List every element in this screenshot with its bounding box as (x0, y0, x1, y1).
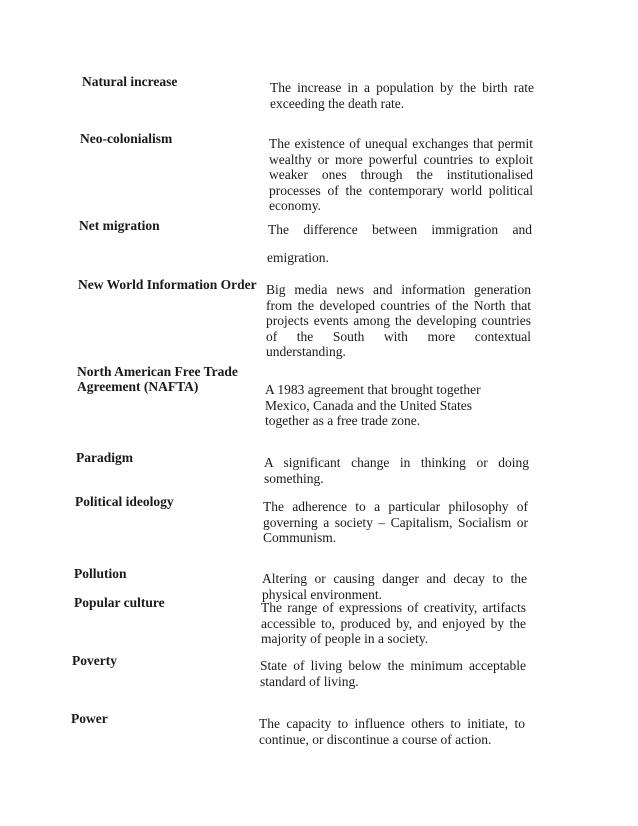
definition-net-migration-line2: emigration. (267, 250, 329, 265)
definition-power: The capacity to influence others to initiate, to continue, or discontinue a course of action. (259, 716, 525, 747)
term-natural-increase: Natural increase (82, 74, 178, 89)
term-nafta-line2: Agreement (NAFTA) (77, 379, 199, 394)
term-political-ideology: Political ideology (75, 494, 174, 509)
term-poverty: Poverty (72, 653, 117, 668)
definition-new-world-information-order: Big media news and information generation from the developed countries of the North that projects events among the developing countries of the South with more contextual understanding. (266, 282, 531, 359)
term-net-migration: Net migration (79, 218, 160, 233)
definition-political-ideology: The adherence to a particular philosophy of governing a society – Capitalism, Socialism or Communism. (263, 499, 528, 545)
definition-neo-colonialism: The existence of unequal exchanges that permit wealthy or more powerful countries to exploit weaker ones through the institutionalised processes of the contemporary world political economy. (269, 136, 533, 213)
term-power: Power (71, 711, 108, 726)
definition-net-migration-line1: The difference between immigration and (268, 222, 532, 237)
term-popular-culture: Popular culture (74, 595, 165, 610)
term-pollution: Pollution (74, 566, 127, 581)
definition-poverty: State of living below the minimum acceptable standard of living. (260, 658, 526, 689)
term-nafta-line1: North American Free Trade (77, 364, 238, 379)
definition-nafta: A 1983 agreement that brought together Mexico, Canada and the United States together as a free trade zone. (265, 382, 481, 428)
definition-popular-culture: The range of expressions of creativity, artifacts accessible to, produced by, and enjoyed by the majority of people in a society. (261, 600, 526, 646)
term-neo-colonialism: Neo-colonialism (80, 131, 173, 146)
definition-paradigm: A significant change in thinking or doing something. (264, 455, 529, 486)
definition-natural-increase: The increase in a population by the birth rate exceeding the death rate. (270, 80, 534, 111)
term-new-world-information-order: New World Information Order (78, 277, 257, 292)
definition-pollution: Altering or causing danger and decay to the physical environment. (262, 571, 527, 602)
term-paradigm: Paradigm (76, 450, 133, 465)
